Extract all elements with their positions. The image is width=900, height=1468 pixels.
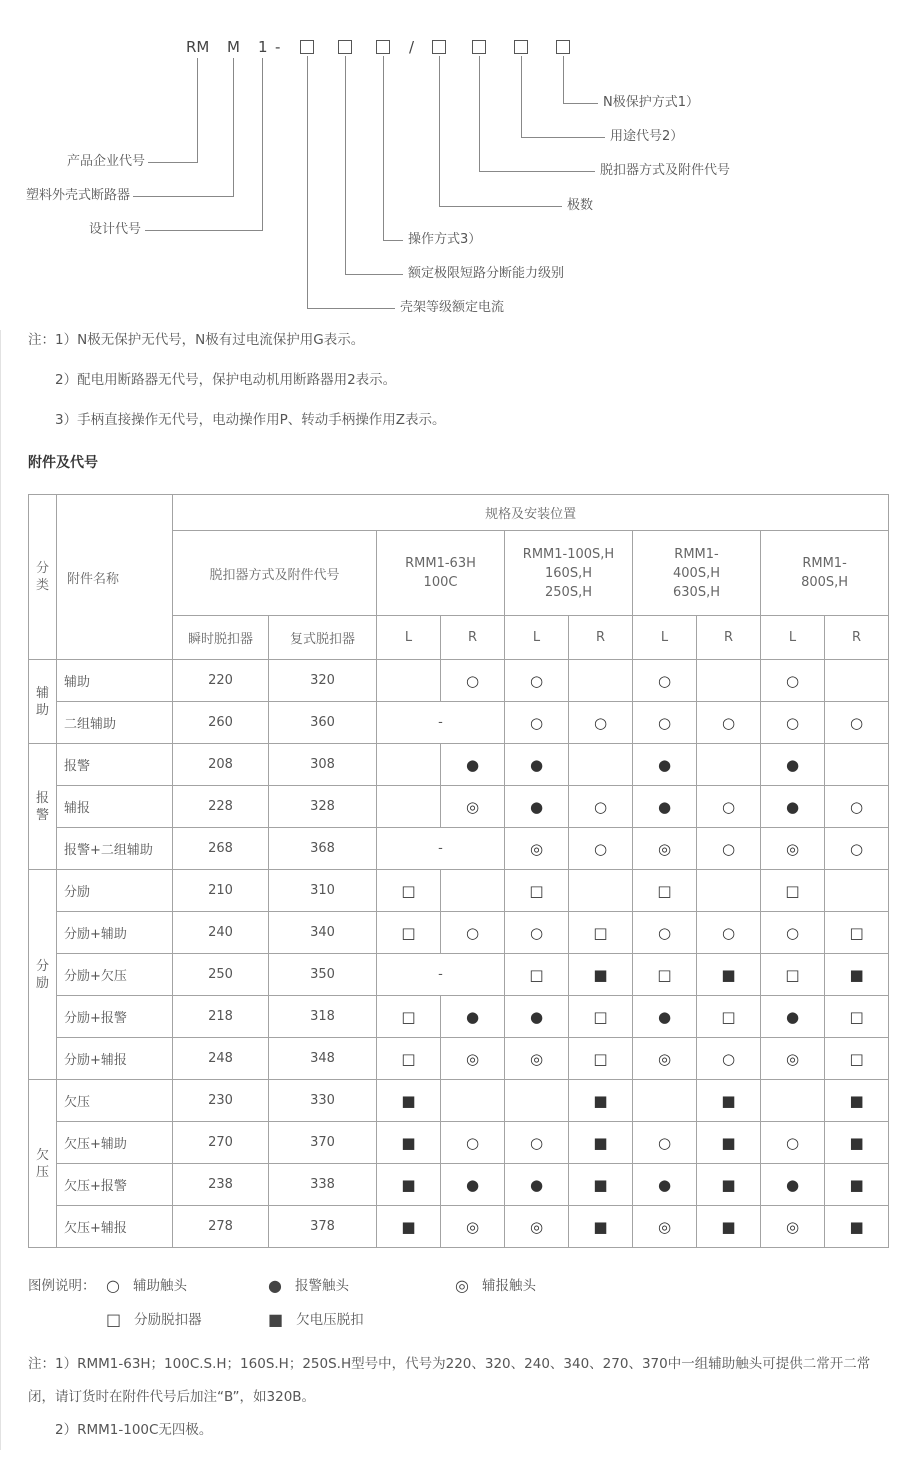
section-title: 附件及代号: [28, 455, 98, 471]
symbol-cell: [697, 870, 761, 912]
legend-item-aux-alarm: [455, 1274, 536, 1295]
code-type-letter: M: [227, 38, 240, 56]
model-name-line: RMM1-63H: [405, 556, 476, 571]
symbol-cell: ■: [825, 1206, 889, 1248]
symbol-cell: ◎: [761, 1206, 825, 1248]
code-hyphen: -: [275, 38, 281, 56]
symbol-cell: ○: [569, 786, 633, 828]
category-text: 报警: [35, 790, 49, 823]
symbol-cell: ○: [505, 912, 569, 954]
symbol-cell: ■: [377, 1164, 441, 1206]
model-name-line: 400S,H: [673, 565, 720, 581]
symbol-cell: □: [633, 954, 697, 996]
symbol-cell: ◎: [441, 786, 505, 828]
auxiliary-contact-symbol: ○: [106, 1276, 120, 1295]
symbol-cell: ●: [441, 1164, 505, 1206]
col-header-lr: R: [697, 616, 761, 660]
legend-label: 分励脱扣器: [134, 1312, 202, 1328]
symbol-cell: □: [825, 912, 889, 954]
code-cell: 348: [269, 1038, 377, 1080]
legend-title: 图例说明：: [28, 1278, 96, 1294]
label-enterprise-code: 产品企业代号: [66, 154, 145, 169]
code-cell: 238: [173, 1164, 269, 1206]
model-name-line: 630S,H: [673, 584, 720, 600]
top-note-2: 2）配电用断路器无代号，保护电动机用断路器用2表示。: [55, 372, 397, 388]
model-name-line: RMM1-: [674, 546, 719, 562]
code-cell: 230: [173, 1080, 269, 1122]
symbol-cell: □: [569, 1038, 633, 1080]
symbol-cell: □: [505, 870, 569, 912]
code-cell: 228: [173, 786, 269, 828]
code-prefix: RM: [186, 38, 210, 56]
code-box-frame-current: [300, 40, 314, 54]
label-mccb: 塑料外壳式断路器: [25, 188, 130, 203]
code-cell: 368: [269, 828, 377, 870]
symbol-cell: ●: [761, 786, 825, 828]
code-box-n-pole: [556, 40, 570, 54]
accessory-name-cell: 二组辅助: [57, 702, 173, 744]
code-cell: 268: [173, 828, 269, 870]
legend-label: 报警触头: [294, 1278, 349, 1294]
top-note-1: 注：1）N极无保护无代号，N极有过电流保护用G表示。: [28, 332, 365, 348]
code-cell: 350: [269, 954, 377, 996]
category-cell: [29, 660, 57, 744]
symbol-cell: [697, 660, 761, 702]
symbol-cell: ○: [441, 660, 505, 702]
code-cell: 310: [269, 870, 377, 912]
label-breaking-capacity: 额定极限短路分断能力级别: [408, 266, 565, 281]
symbol-cell: ■: [697, 1080, 761, 1122]
symbol-cell: ○: [633, 660, 697, 702]
symbol-cell: ●: [761, 996, 825, 1038]
symbol-cell: ■: [569, 1080, 633, 1122]
code-cell: 338: [269, 1164, 377, 1206]
symbol-cell: ○: [697, 786, 761, 828]
symbol-cell: □: [697, 996, 761, 1038]
model-name-line: RMM1-: [802, 556, 847, 571]
model-name-line: RMM1-100S,H: [522, 546, 615, 562]
symbol-cell: ◎: [505, 1038, 569, 1080]
table-row: [29, 1122, 889, 1164]
accessory-name-cell: 辅助: [57, 660, 173, 702]
code-cell: 318: [269, 996, 377, 1038]
symbol-cell: [697, 744, 761, 786]
col-header-accessory-name: 附件名称: [57, 495, 173, 660]
symbol-cell: ●: [505, 786, 569, 828]
symbol-cell: □: [377, 1038, 441, 1080]
accessory-name-cell: 欠压+报警: [57, 1164, 173, 1206]
category-header-text: 分类: [35, 561, 49, 593]
symbol-cell: ○: [633, 1122, 697, 1164]
alarm-contact-symbol: ●: [268, 1276, 282, 1295]
label-frame-rated-current: 壳架等级额定电流: [400, 300, 505, 315]
accessory-name-cell: 欠压+辅助: [57, 1122, 173, 1164]
symbol-cell: ◎: [505, 1206, 569, 1248]
label-design-code: 设计代号: [88, 222, 141, 237]
symbol-cell: ●: [761, 744, 825, 786]
code-cell: 260: [173, 702, 269, 744]
symbol-cell: ○: [761, 702, 825, 744]
symbol-cell: ○: [441, 912, 505, 954]
table-row: [29, 912, 889, 954]
code-cell: 360: [269, 702, 377, 744]
table-row: [29, 828, 889, 870]
symbol-cell: □: [825, 996, 889, 1038]
symbol-cell: ●: [633, 744, 697, 786]
code-cell: 370: [269, 1122, 377, 1164]
legend: [28, 1272, 900, 1334]
category-cell: [29, 870, 57, 1080]
code-cell: 378: [269, 1206, 377, 1248]
label-trip-accessory-code: 脱扣器方式及附件代号: [600, 163, 731, 178]
code-box-trip-accessory: [472, 40, 486, 54]
symbol-cell: ○: [569, 828, 633, 870]
symbol-cell: [377, 786, 441, 828]
code-slash: /: [409, 38, 415, 56]
category-text: 欠压: [35, 1147, 49, 1180]
symbol-cell: ●: [633, 786, 697, 828]
symbol-cell: [825, 870, 889, 912]
code-cell: 328: [269, 786, 377, 828]
symbol-cell: ◎: [633, 828, 697, 870]
symbol-cell: ■: [569, 1164, 633, 1206]
symbol-cell: ■: [697, 1122, 761, 1164]
symbol-cell: ○: [761, 660, 825, 702]
symbol-cell: ◎: [633, 1206, 697, 1248]
symbol-cell: □: [633, 870, 697, 912]
accessory-name-cell: 报警: [57, 744, 173, 786]
undervoltage-release-symbol: ■: [268, 1310, 284, 1329]
col-header-lr: R: [569, 616, 633, 660]
symbol-cell: [441, 1080, 505, 1122]
symbol-cell: ■: [377, 1080, 441, 1122]
col-header-lr: L: [633, 616, 697, 660]
legend-label: 辅报触头: [481, 1278, 536, 1294]
symbol-cell: □: [569, 912, 633, 954]
symbol-cell: ○: [569, 702, 633, 744]
category-text: 辅助: [35, 685, 49, 718]
category-text: 分励: [35, 958, 49, 991]
symbol-cell: ○: [697, 702, 761, 744]
aux-alarm-contact-symbol: ◎: [455, 1276, 469, 1295]
symbol-cell: ◎: [761, 828, 825, 870]
symbol-cell: ◎: [761, 1038, 825, 1080]
accessory-name-cell: 分励+辅报: [57, 1038, 173, 1080]
symbol-cell: ◎: [505, 828, 569, 870]
code-box-breaking-level: [338, 40, 352, 54]
symbol-cell: ○: [825, 786, 889, 828]
accessory-name-cell: 分励+欠压: [57, 954, 173, 996]
symbol-cell: ■: [569, 1206, 633, 1248]
col-header-lr: L: [377, 616, 441, 660]
accessory-name-cell: 欠压+辅报: [57, 1206, 173, 1248]
code-cell: 208: [173, 744, 269, 786]
accessory-name-cell: 分励+辅助: [57, 912, 173, 954]
code-cell: 270: [173, 1122, 269, 1164]
legend-label: 辅助触头: [132, 1278, 187, 1294]
symbol-cell: ●: [441, 996, 505, 1038]
symbol-cell: ●: [761, 1164, 825, 1206]
code-cell: 320: [269, 660, 377, 702]
legend-item-alarm: [268, 1274, 349, 1295]
symbol-cell: ○: [761, 1122, 825, 1164]
table-row: [29, 744, 889, 786]
code-box-usage: [514, 40, 528, 54]
symbol-cell: ■: [377, 1206, 441, 1248]
legend-item-auxiliary: [106, 1274, 187, 1295]
model-name-line: 800S,H: [801, 575, 849, 590]
symbol-cell: [569, 660, 633, 702]
symbol-cell: ●: [441, 744, 505, 786]
symbol-cell: ■: [697, 954, 761, 996]
symbol-cell: ■: [825, 1080, 889, 1122]
col-header-trip-method: 脱扣器方式及附件代号: [173, 531, 377, 616]
not-available-cell: -: [377, 954, 505, 996]
model-name-line: 160S,H: [545, 565, 592, 581]
category-cell: [29, 1080, 57, 1248]
code-design-number: 1: [258, 38, 268, 56]
symbol-cell: ◎: [441, 1206, 505, 1248]
symbol-cell: ●: [505, 996, 569, 1038]
col-header-lr: R: [441, 616, 505, 660]
symbol-cell: [441, 870, 505, 912]
symbol-cell: □: [377, 870, 441, 912]
not-available-cell: -: [377, 828, 505, 870]
col-header-lr: L: [505, 616, 569, 660]
col-header-model-3: [761, 531, 889, 616]
symbol-cell: [377, 660, 441, 702]
table-row: [29, 660, 889, 702]
table-row: [29, 702, 889, 744]
symbol-cell: ●: [505, 1164, 569, 1206]
symbol-cell: ■: [377, 1122, 441, 1164]
symbol-cell: ○: [505, 660, 569, 702]
col-header-spec-position: 规格及安装位置: [173, 495, 889, 531]
page-edge-line: [0, 330, 1, 1450]
col-header-category: [29, 495, 57, 660]
accessory-name-cell: 辅报: [57, 786, 173, 828]
table-row: [29, 996, 889, 1038]
symbol-cell: ■: [697, 1164, 761, 1206]
legend-item-undervoltage: [268, 1308, 364, 1329]
symbol-cell: [569, 744, 633, 786]
symbol-cell: [825, 744, 889, 786]
symbol-cell: ○: [697, 828, 761, 870]
code-cell: 278: [173, 1206, 269, 1248]
symbol-cell: ■: [825, 1122, 889, 1164]
code-cell: 248: [173, 1038, 269, 1080]
col-header-trip-code: 复式脱扣器: [269, 616, 377, 660]
symbol-cell: □: [505, 954, 569, 996]
top-note-3: 3）手柄直接操作无代号，电动操作用P、转动手柄操作用Z表示。: [55, 412, 446, 428]
legend-item-shunt: [106, 1308, 202, 1329]
model-code-diagram: [0, 0, 900, 332]
not-available-cell: -: [377, 702, 505, 744]
col-header-lr: R: [825, 616, 889, 660]
label-operation-mode: 操作方式3）: [408, 232, 482, 247]
symbol-cell: ○: [505, 1122, 569, 1164]
symbol-cell: ○: [633, 912, 697, 954]
symbol-cell: ○: [825, 828, 889, 870]
model-name-line: 100C: [423, 575, 458, 590]
accessory-name-cell: 欠压: [57, 1080, 173, 1122]
symbol-cell: ●: [633, 1164, 697, 1206]
model-name-line: 250S,H: [545, 584, 592, 600]
symbol-cell: □: [761, 954, 825, 996]
symbol-cell: [825, 660, 889, 702]
table-row: [29, 1038, 889, 1080]
symbol-cell: ■: [569, 954, 633, 996]
table-row: [29, 870, 889, 912]
shunt-release-symbol: □: [106, 1310, 122, 1329]
symbol-cell: ○: [633, 702, 697, 744]
code-cell: 250: [173, 954, 269, 996]
label-usage-code: 用途代号2）: [610, 129, 684, 144]
symbol-cell: ◎: [633, 1038, 697, 1080]
symbol-cell: [569, 870, 633, 912]
code-cell: 308: [269, 744, 377, 786]
symbol-cell: □: [569, 996, 633, 1038]
accessory-name-cell: 分励+报警: [57, 996, 173, 1038]
symbol-cell: ■: [569, 1122, 633, 1164]
symbol-cell: ■: [825, 1164, 889, 1206]
symbol-cell: ◎: [441, 1038, 505, 1080]
symbol-cell: □: [377, 912, 441, 954]
table-row: [29, 786, 889, 828]
table-row: [29, 1206, 889, 1248]
label-n-pole-protection: N极保护方式1）: [603, 95, 699, 110]
code-cell: 340: [269, 912, 377, 954]
bottom-note-2: 2）RMM1-100C无四极。: [55, 1422, 213, 1438]
symbol-cell: □: [377, 996, 441, 1038]
symbol-cell: □: [761, 870, 825, 912]
col-header-model-0: [377, 531, 505, 616]
accessory-name-cell: 报警+二组辅助: [57, 828, 173, 870]
symbol-cell: [633, 1080, 697, 1122]
symbol-cell: ●: [505, 744, 569, 786]
accessory-table: [28, 494, 889, 1248]
label-pole-number: 极数: [567, 198, 594, 213]
symbol-cell: ○: [761, 912, 825, 954]
symbol-cell: □: [825, 1038, 889, 1080]
table-row: [29, 954, 889, 996]
code-cell: 330: [269, 1080, 377, 1122]
code-cell: 240: [173, 912, 269, 954]
col-header-lr: L: [761, 616, 825, 660]
symbol-cell: ○: [697, 1038, 761, 1080]
accessory-name-cell: 分励: [57, 870, 173, 912]
symbol-cell: ●: [633, 996, 697, 1038]
symbol-cell: [505, 1080, 569, 1122]
symbol-cell: ■: [697, 1206, 761, 1248]
notes-top: [0, 332, 900, 428]
table-row: [29, 1080, 889, 1122]
bottom-note-1: 注：1）RMM1-63H；100C.S.H；160S.H；250S.H型号中，代号为220、320、240、340、270、370中一组辅助触头可提供二常开二常闭，请订货时在附件代号后加注“B”，如320B。: [28, 1356, 871, 1405]
category-cell: [29, 744, 57, 870]
col-header-model-2: [633, 531, 761, 616]
code-cell: 220: [173, 660, 269, 702]
code-cell: 210: [173, 870, 269, 912]
table-row: [29, 1164, 889, 1206]
symbol-cell: [761, 1080, 825, 1122]
code-box-poles: [432, 40, 446, 54]
code-box-operation: [376, 40, 390, 54]
symbol-cell: ■: [825, 954, 889, 996]
symbol-cell: [377, 744, 441, 786]
symbol-cell: ○: [697, 912, 761, 954]
symbol-cell: ○: [825, 702, 889, 744]
symbol-cell: ○: [441, 1122, 505, 1164]
code-cell: 218: [173, 996, 269, 1038]
symbol-cell: ○: [505, 702, 569, 744]
col-header-trip-code: 瞬时脱扣器: [173, 616, 269, 660]
col-header-model-1: [505, 531, 633, 616]
legend-label: 欠电压脱扣: [296, 1312, 364, 1328]
notes-bottom: [0, 1348, 900, 1447]
